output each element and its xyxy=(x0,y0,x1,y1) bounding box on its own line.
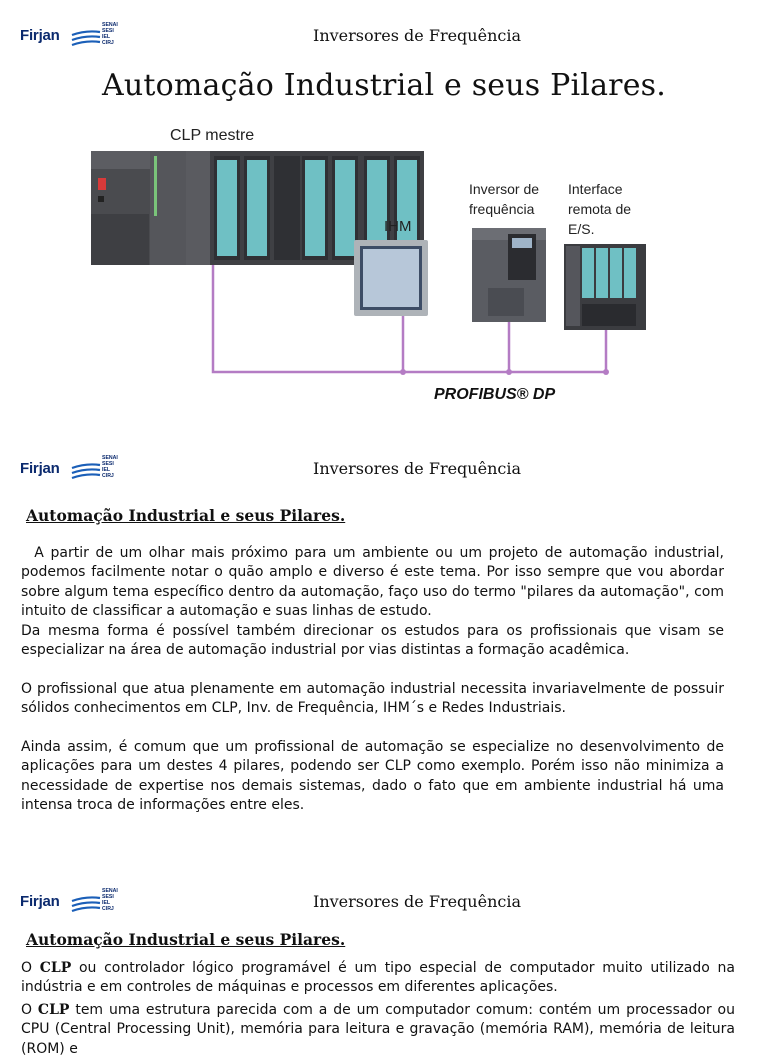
paragraph: Da mesma forma é possível também direcionar os estudos para os profissionais que visam se especializar na área de automação industrial por vias distintas a formação acadêmica. xyxy=(21,622,724,659)
page-1 xyxy=(0,0,768,420)
page-header xyxy=(0,888,768,918)
logo-sublines: SENAI SESI IEL CIRJ xyxy=(102,455,118,479)
bus-node xyxy=(603,369,609,375)
inverter-label-2: frequência xyxy=(469,201,535,217)
page-header xyxy=(0,455,768,485)
inverter-label-1: Inversor de xyxy=(469,181,540,197)
bus-label: PROFIBUS® DP xyxy=(434,386,556,403)
hmi-image xyxy=(354,240,428,316)
header-title: Inversores de Frequência xyxy=(313,459,521,478)
logo-wordmark: Firjan xyxy=(20,893,60,910)
header-title: Inversores de Frequência xyxy=(313,892,521,911)
inverter-image xyxy=(472,228,546,322)
remote-io-image xyxy=(564,244,646,330)
body-text xyxy=(21,959,735,1059)
remote-label-1: Interface xyxy=(568,181,623,197)
logo-sublines: SENAI SESI IEL CIRJ xyxy=(102,888,118,912)
paragraph: A partir de um olhar mais próximo para um ambiente ou um projeto de automação industrial, podemos facilmente notar o quão amplo e diverso é este tema. Por isso sempre que vou abordar sobre algum tema específico dentro da automação, faço uso do termo "pilares da automação", com intuito de classificar a automação e suas linhas de estudo. xyxy=(21,545,729,620)
logo-wordmark: Firjan xyxy=(20,460,60,477)
remote-label-2: remota de xyxy=(568,201,632,217)
paragraph: Ainda assim, é comum que um profissional de automação se especialize no desenvolvimento de aplicações para um destes 4 pilares, podendo ser CLP como exemplo. Porém isso não minimiza a necessidade de expertise nos demais sistemas, dado o fato que em ambiente industrial há uma intensa troca de informações entre eles. xyxy=(21,739,724,814)
section-title: Automação Industrial e seus Pilares. xyxy=(26,930,346,949)
automation-diagram xyxy=(88,118,688,408)
plc-label: CLP mestre xyxy=(170,127,255,144)
logo-wordmark: Firjan xyxy=(20,27,60,44)
bus-node xyxy=(506,369,512,375)
page-header xyxy=(0,22,768,52)
header-title: Inversores de Frequência xyxy=(313,26,521,45)
remote-label-3: E/S. xyxy=(568,221,595,237)
bus-node xyxy=(400,369,406,375)
paragraph: O CLP ou controlador lógico programável é um tipo especial de computador muito utilizado na indústria e em controles de máquinas e processos em diferentes aplicações. xyxy=(21,960,735,996)
body-text xyxy=(21,544,729,816)
paragraph: O CLP tem uma estrutura parecida com a de um computador comum: contém um processador ou CPU (Central Processing Unit), memória para leitura e gravação (memória RAM), memória de leitura (ROM) e xyxy=(21,1001,735,1057)
section-title: Automação Industrial e seus Pilares. xyxy=(26,506,346,525)
page-title: Automação Industrial e seus Pilares. xyxy=(101,68,666,103)
paragraph: O profissional que atua plenamente em automação industrial necessita invariavelmente de possuir sólidos conhecimentos em CLP, Inv. de Frequência, IHM´s e Redes Industriais. xyxy=(21,680,724,717)
hmi-label: IHM xyxy=(384,218,412,235)
logo-sublines: SENAI SESI IEL CIRJ xyxy=(102,22,118,46)
